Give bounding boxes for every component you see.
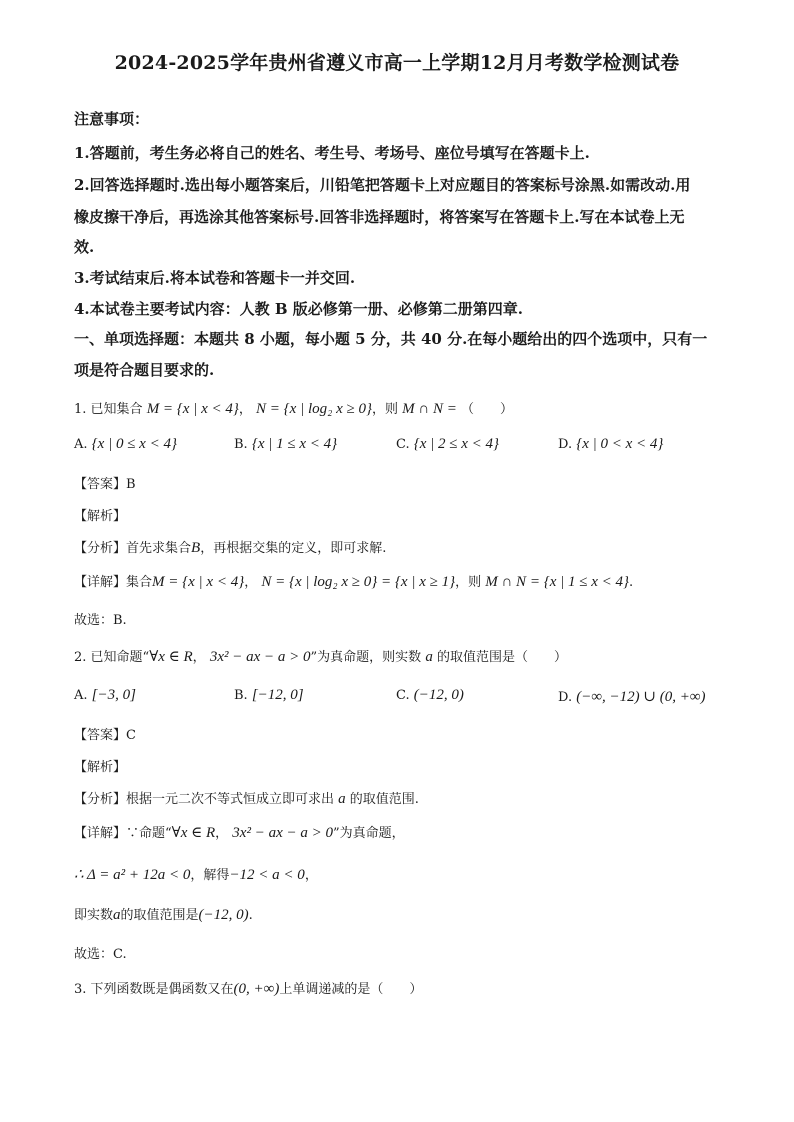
q1-choose: 故选：B.	[74, 613, 127, 628]
option-expr: [−3, 0]	[91, 687, 136, 703]
q2-answer: 【答案】C	[74, 728, 136, 743]
option-expr: {x | 1 ≤ x < 4}	[251, 436, 338, 452]
q2-step-2	[74, 904, 253, 924]
option-label: D.	[558, 437, 573, 452]
q2-sep: ，	[192, 650, 206, 665]
q1-analysis-heading: 【解析】	[74, 509, 127, 524]
q1-set-n: N = {x | log₂ x ≥ 0}	[256, 401, 372, 417]
q1-set-m: M = {x | x < 4}	[146, 401, 239, 417]
q2-detail-sep: ，	[215, 826, 229, 841]
q1-detail-mid: ，则	[455, 575, 482, 590]
option-label: C.	[396, 437, 410, 452]
q1-detail-m: M = {x | x < 4}	[152, 574, 245, 590]
q1-fenxi-tail: ，再根据交集的定义，即可求解.	[200, 541, 387, 556]
q2-step1-expr: ∴ Δ = a² + 12a < 0	[74, 867, 191, 883]
q1-fenxi	[74, 537, 386, 557]
q2-step1-mid: ，解得	[190, 868, 230, 883]
notice-line: 2.回答选择题时.选出每小题答案后，川铅笔把答题卡上对应题目的答案标号涂黑.如需改动.用	[74, 176, 691, 194]
q1-detail	[74, 571, 633, 591]
q1-option-c	[396, 436, 499, 453]
q2-tail-var: a	[425, 649, 433, 665]
q1-option-b	[234, 436, 337, 453]
q2-step1-res: −12 < a < 0	[229, 867, 305, 883]
q3-prefix: 3. 下列函数既是偶函数又在	[74, 982, 234, 997]
option-expr: (−12, 0)	[413, 687, 464, 703]
notice-line: 效.	[74, 238, 95, 256]
q2-analysis-heading: 【解析】	[74, 760, 127, 775]
option-expr: {x | 0 ≤ x < 4}	[91, 436, 177, 452]
q2-detail	[74, 822, 405, 842]
q2-fenxi-pre: 【分析】根据一元二次不等式恒成立即可求出	[74, 792, 335, 807]
option-label: B.	[234, 688, 248, 703]
q1-paren: （ ）	[460, 402, 513, 417]
notice-heading: 注意事项：	[74, 110, 150, 128]
q1-detail-sep: ，	[244, 575, 258, 590]
notice-line: 橡皮擦干净后，再选涂其他答案标号.回答非选择题时，将答案写在答题卡上.写在本试卷上无	[74, 208, 685, 226]
q1-option-d	[558, 436, 663, 453]
question-2-stem	[74, 646, 567, 666]
q2-fenxi	[74, 788, 419, 808]
q2-expr2: 3x² − ax − a > 0	[209, 649, 311, 665]
option-label: B.	[234, 437, 248, 452]
q2-step2-var: a	[113, 907, 121, 923]
q1-detail-pre: 【详解】集合	[74, 575, 153, 590]
q2-fenxi-var: a	[338, 791, 346, 807]
notice-line: 3.考试结束后.将本试卷和答题卡一并交回.	[74, 269, 356, 287]
q2-prefix: 2. 已知命题“	[74, 650, 150, 665]
option-label: A.	[74, 437, 88, 452]
q2-detail-post: ”为真命题，	[332, 826, 405, 841]
q2-option-b	[234, 687, 304, 704]
q1-fenxi-text: 【分析】首先求集合	[74, 541, 192, 556]
q1-detail-end: .	[628, 575, 634, 590]
q2-step2-end: .	[248, 908, 253, 923]
q1-ask-expr: M ∩ N =	[402, 401, 457, 417]
q2-step2-mid: 的取值范围是	[120, 908, 199, 923]
q1-answer: 【答案】B	[74, 477, 136, 492]
q2-tail-pre: ”为真命题，则实数	[310, 650, 422, 665]
q1-detail-n: N = {x | log₂ x ≥ 0} = {x | x ≥ 1}	[261, 574, 456, 590]
q2-step2-pre: 即实数	[74, 908, 114, 923]
question-1-stem	[74, 398, 513, 418]
q2-tail-post: 的取值范围是（ ）	[436, 650, 567, 665]
q1-detail-result: M ∩ N = {x | 1 ≤ x < 4}	[485, 574, 629, 590]
option-expr: [−12, 0]	[251, 687, 304, 703]
q2-step1-end: ，	[304, 868, 318, 883]
section-heading: 一、单项选择题：本题共 8 小题，每小题 5 分，共 40 分.在每小题给出的四个选项中，只有一	[74, 330, 708, 348]
notice-line: 4.本试卷主要考试内容：人教 B 版必修第一册、必修第二册第四章.	[74, 300, 524, 318]
q2-fenxi-post: 的取值范围.	[349, 792, 419, 807]
option-expr: {x | 0 < x < 4}	[576, 436, 664, 452]
q2-option-a	[74, 687, 136, 704]
q2-step-1	[74, 864, 318, 884]
q2-option-d	[558, 687, 706, 706]
question-3-stem	[74, 978, 422, 998]
q1-fenxi-var: B	[191, 540, 201, 556]
q2-expr1: ∀x ∈ R	[149, 649, 193, 665]
option-expr: {x | 2 ≤ x < 4}	[413, 436, 500, 452]
q1-prefix: 1. 已知集合	[74, 402, 143, 417]
option-label: D.	[558, 690, 573, 705]
q2-detail-pre: 【详解】∵命题“	[74, 826, 172, 841]
q1-sep: ，	[238, 402, 252, 417]
exam-title: 2024-2025学年贵州省遵义市高一上学期12月月考数学检测试卷	[114, 52, 680, 74]
q3-tail: 上单调递减的是（ ）	[279, 982, 423, 997]
option-label: C.	[396, 688, 410, 703]
option-label: A.	[74, 688, 88, 703]
q1-option-a	[74, 436, 177, 453]
q2-step2-res: (−12, 0)	[198, 907, 249, 923]
q2-option-c	[396, 687, 464, 704]
q2-choose: 故选：C.	[74, 947, 127, 962]
q2-detail-e1: ∀x ∈ R	[171, 825, 216, 841]
q2-detail-e2: 3x² − ax − a > 0	[232, 825, 333, 841]
section-heading-cont: 项是符合题目要求的.	[74, 361, 215, 379]
q3-interval: (0, +∞)	[233, 981, 280, 997]
option-expr: (−∞, −12) ∪ (0, +∞)	[576, 689, 706, 705]
q1-ask-pre: ，则	[371, 402, 398, 417]
notice-line: 1.答题前，考生务必将自己的姓名、考生号、考场号、座位号填写在答题卡上.	[74, 144, 590, 162]
